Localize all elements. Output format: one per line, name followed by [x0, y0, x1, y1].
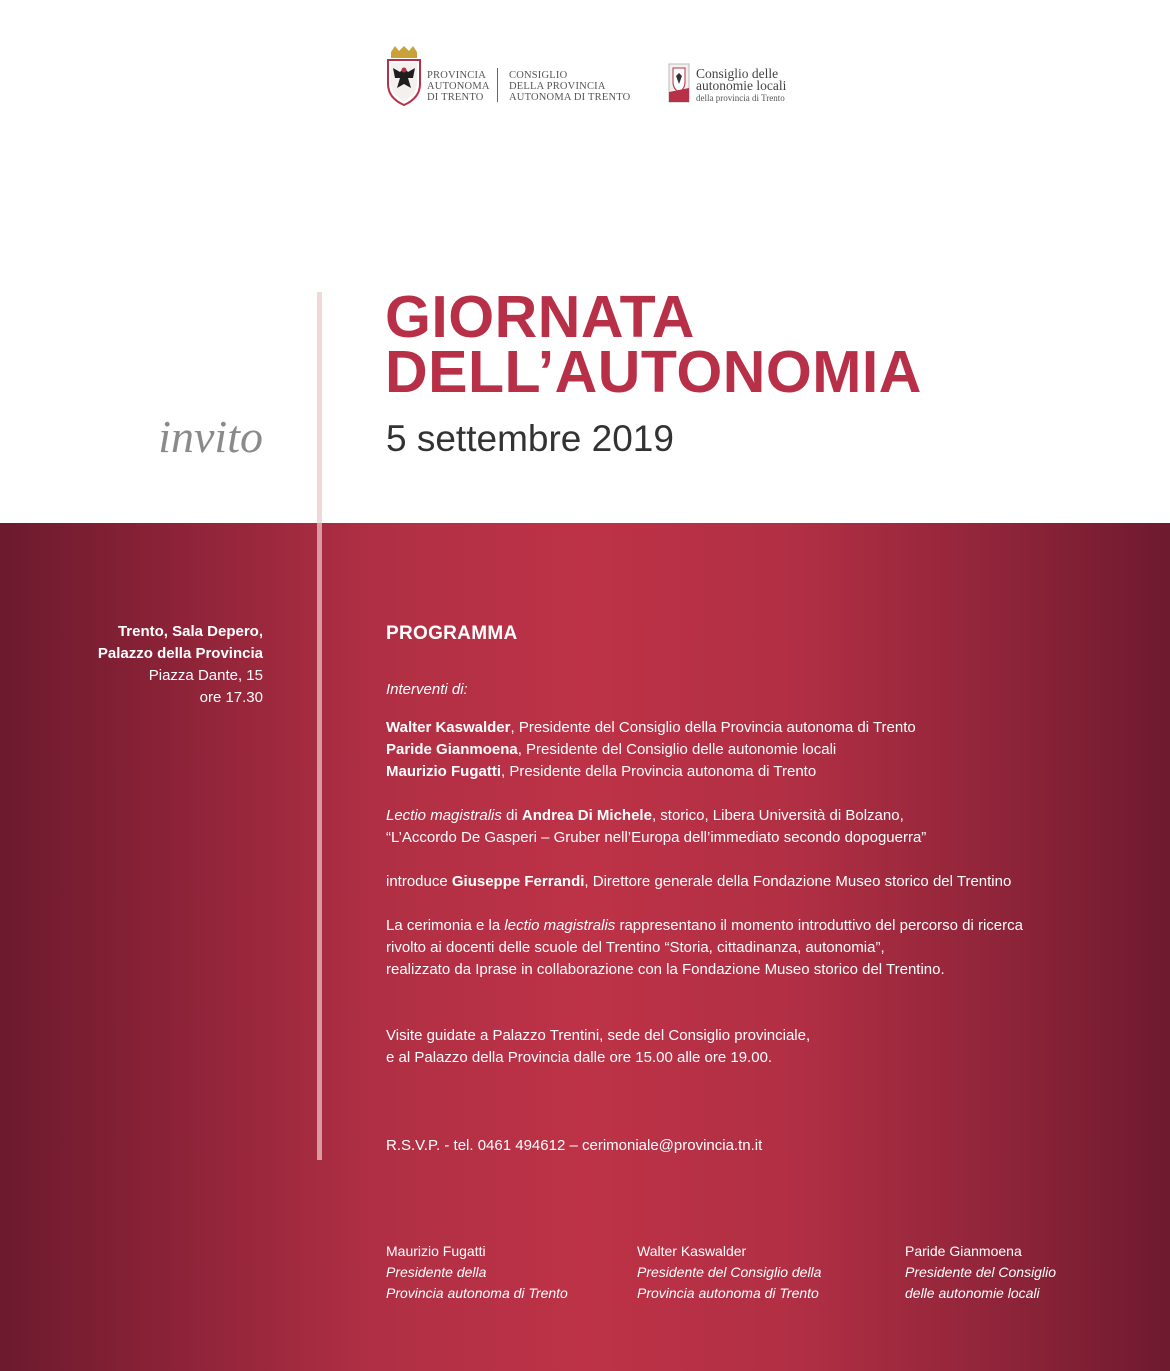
event-date: 5 settembre 2019: [386, 418, 674, 459]
speaker-name: Paride Gianmoena: [386, 741, 518, 758]
title-line-1: GIORNATA: [385, 284, 695, 350]
signature-role: Provincia autonoma di Trento: [637, 1285, 819, 1301]
cal-logo-subtext: della provincia di Trento: [696, 93, 785, 103]
signature-fugatti: [386, 1240, 568, 1304]
interventi-label: [386, 679, 1146, 701]
page-title: [385, 284, 1145, 405]
consiglio-line: DELLA PROVINCIA: [509, 81, 606, 92]
signature-role: Presidente del Consiglio della: [637, 1264, 822, 1280]
introduce-name: Giuseppe Ferrandi: [451, 873, 585, 890]
signature-role: Presidente del Consiglio: [905, 1264, 1056, 1280]
speaker-role: , Presidente della Provincia autonoma di Trento: [501, 763, 817, 780]
cal-emblem-icon: [668, 62, 690, 104]
list-item: [386, 739, 1146, 761]
introduce-role: , Direttore generale della Fondazione Museo storico del Trentino: [584, 873, 1012, 890]
signature-role: Provincia autonoma di Trento: [386, 1285, 568, 1301]
interventi-label-text: Interventi di:: [386, 681, 468, 698]
vertical-divider-lower: [317, 523, 322, 1160]
cerimonia-line: realizzato da Iprase in collaborazione con la Fondazione Museo storico del Trentino.: [386, 961, 945, 978]
cal-logo-text: [696, 68, 786, 92]
speaker-name: Walter Kaswalder: [386, 719, 511, 736]
consiglio-logo-text: [509, 70, 630, 103]
programma-heading: PROGRAMMA: [386, 623, 518, 644]
visite-line: Visite guidate a Palazzo Trentini, sede del Consiglio provinciale,: [386, 1027, 811, 1044]
visite-block: [386, 1025, 1146, 1069]
signature-kaswalder: [637, 1240, 821, 1304]
rsvp-contact: R.S.V.P. - tel. 0461 494612 – cerimoniale@provincia.tn.it: [386, 1137, 763, 1154]
lectio-label: Lectio magistralis: [386, 807, 502, 824]
introduce-block: [386, 871, 1146, 893]
signature-name: Walter Kaswalder: [637, 1243, 747, 1259]
cerimonia-line: rivolto ai docenti delle scuole del Trentino “Storia, cittadinanza, autonomia”,: [386, 939, 885, 956]
lectio-block: [386, 805, 1146, 849]
cerimonia-text: rappresentano il momento introduttivo del percorso di ricerca: [615, 917, 1023, 934]
lectio-speaker: Andrea Di Michele: [521, 807, 652, 824]
venue-time: ore 17.30: [199, 689, 263, 706]
pat-logo-text: [427, 70, 490, 103]
pat-line: AUTONOMA: [427, 81, 490, 92]
cerimonia-text: La cerimonia e la: [386, 917, 505, 934]
venue-address: Piazza Dante, 15: [148, 667, 263, 684]
lectio-topic: “L’Accordo De Gasperi – Gruber nell’Europa dell’immediato secondo dopoguerra”: [386, 829, 927, 846]
speaker-name: Maurizio Fugatti: [386, 763, 501, 780]
signature-role: delle autonomie locali: [905, 1285, 1040, 1301]
cerimonia-lectio: lectio magistralis: [504, 917, 616, 934]
visite-line: e al Palazzo della Provincia dalle ore 15.00 alle ore 19.00.: [386, 1049, 773, 1066]
eagle-crest-icon: [385, 46, 423, 106]
invito-label: invito: [158, 411, 263, 462]
venue-line: Palazzo della Provincia: [97, 645, 263, 662]
speaker-role: , Presidente del Consiglio delle autonomie locali: [517, 741, 837, 758]
introduce-prefix: introduce: [386, 873, 452, 890]
speaker-role: , Presidente del Consiglio della Provincia autonoma di Trento: [510, 719, 916, 736]
list-item: [386, 761, 1146, 783]
cal-line: Consiglio delle: [696, 66, 779, 81]
signature-gianmoena: [905, 1240, 1056, 1304]
signature-name: Paride Gianmoena: [905, 1243, 1022, 1259]
venue-block: [40, 621, 263, 709]
lectio-di: di: [501, 807, 522, 824]
title-line-2: DELL’AUTONOMIA: [385, 339, 922, 405]
cerimonia-block: [386, 915, 1146, 981]
pat-logo: [385, 46, 635, 108]
lectio-affiliation: , storico, Libera Università di Bolzano,: [651, 807, 904, 824]
consiglio-line: AUTONOMA DI TRENTO: [509, 92, 631, 103]
speakers-list: [386, 717, 1146, 783]
pat-line: DI TRENTO: [427, 92, 484, 103]
pat-line: PROVINCIA: [427, 70, 486, 81]
logo-separator: [497, 68, 498, 102]
signature-role: Presidente della: [386, 1264, 487, 1280]
list-item: [386, 717, 1146, 739]
signature-name: Maurizio Fugatti: [386, 1243, 486, 1259]
cal-logo: [668, 62, 798, 106]
venue-line: Trento, Sala Depero,: [117, 623, 263, 640]
consiglio-line: CONSIGLIO: [509, 70, 568, 81]
cal-line: autonomie locali: [696, 78, 787, 93]
